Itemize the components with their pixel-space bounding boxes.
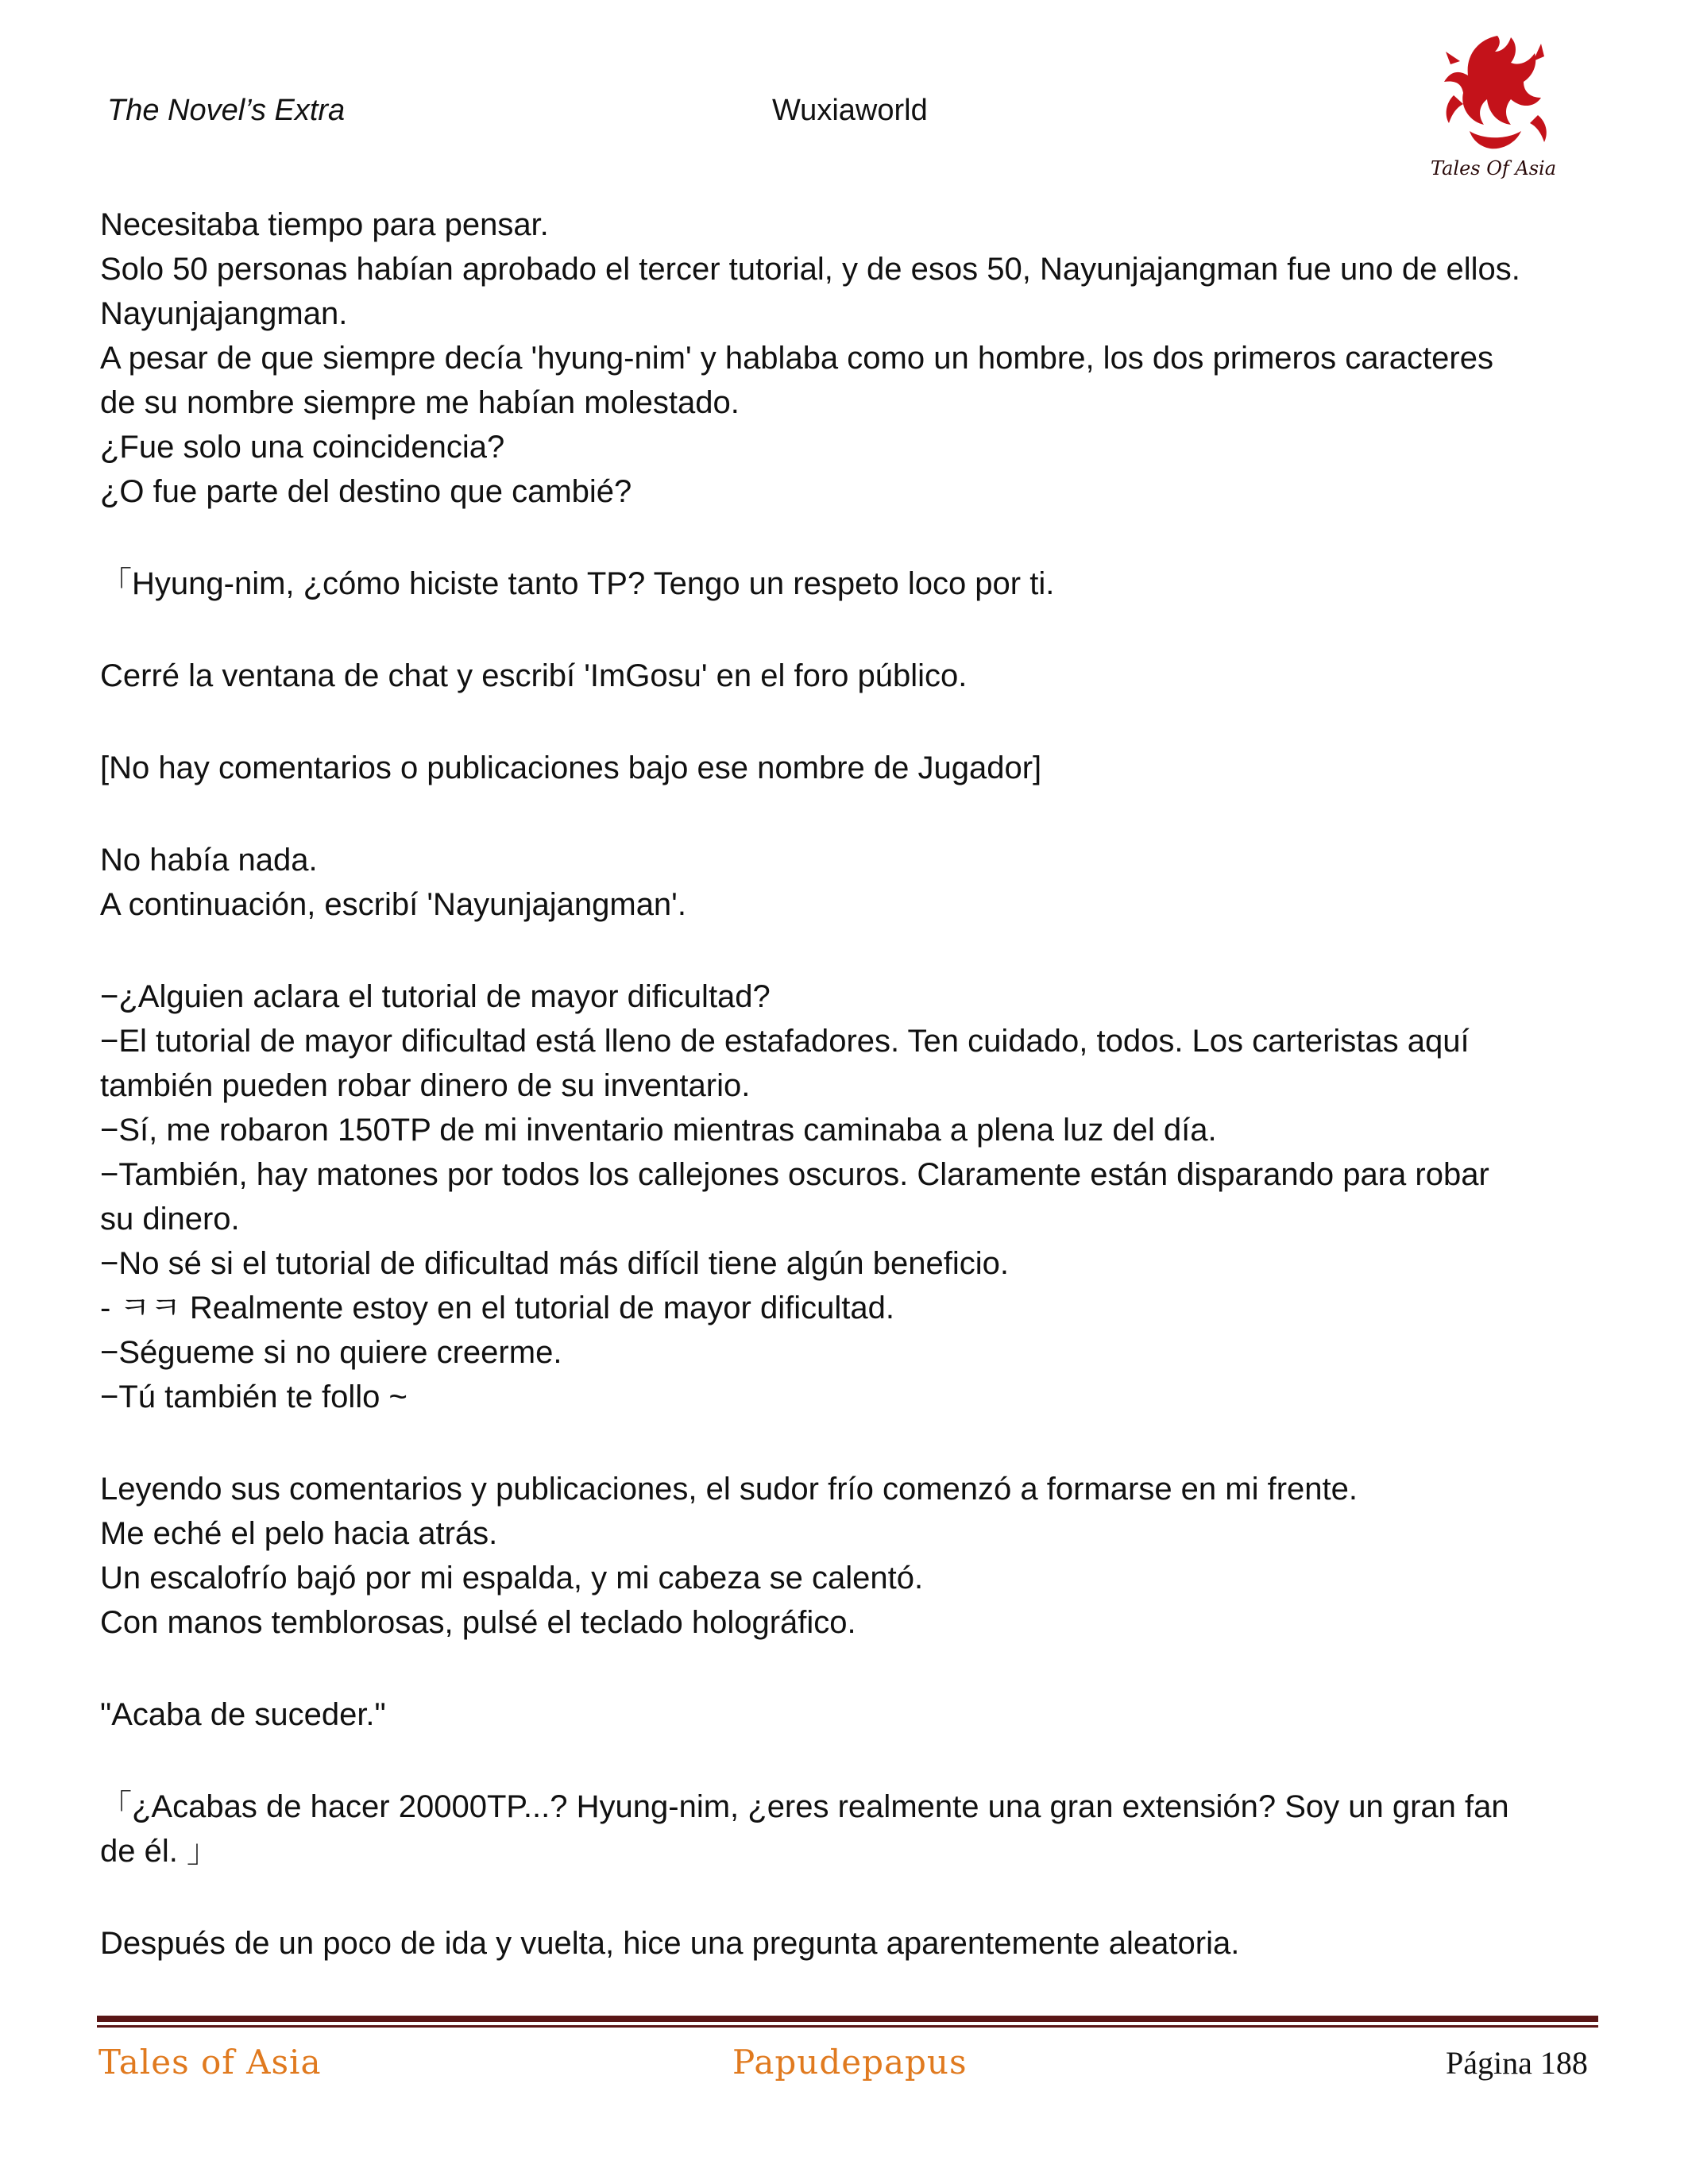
paragraph-gap [100,1737,1593,1785]
text-line: −El tutorial de mayor dificultad está lleno de estafadores. Ten cuidado, todos. Los carteristas aquí [100,1024,1470,1059]
text-line: A pesar de que siempre decía 'hyung-nim' y hablaba como un hombre, los dos primeros caracteres [100,341,1493,376]
text-line: −¿Alguien aclara el tutorial de mayor dificultad? [100,979,771,1014]
red-dragon-icon [1422,20,1565,187]
paragraph-gap [100,514,1593,561]
text-line: Con manos temblorosas, pulsé el teclado holográfico. [100,1605,856,1640]
footer-divider [97,2016,1598,2022]
paragraph-gap [100,790,1593,838]
paragraph-gap [100,1645,1593,1692]
footer-translator: Papudepapus [732,2043,968,2082]
text-line: Cerré la ventana de chat y escribí 'ImGosu' en el foro público. [100,658,968,693]
text-line: 「¿Acabas de hacer 20000TP...? Hyung-nim, ¿eres realmente una gran extensión? Soy un gran fan [100,1789,1509,1824]
footer-publisher: Tales of Asia [98,2043,322,2082]
tales-of-asia-logo [1422,20,1565,187]
text-line: de él. 」 [100,1834,218,1869]
text-line: −Tú también te follo ~ [100,1379,408,1414]
page-number: Página 188 [1446,2045,1588,2081]
text-line: - ㅋㅋ Realmente estoy en el tutorial de mayor dificultad. [100,1291,894,1325]
text-line: [No hay comentarios o publicaciones bajo ese nombre de Jugador] [100,751,1042,785]
text-line: Nayunjajangman. [100,296,348,331]
paragraph-gap [100,1873,1593,1921]
header-title: The Novel’s Extra [107,94,346,127]
text-line: −No sé si el tutorial de dificultad más difícil tiene algún beneficio. [100,1246,1009,1281]
text-line: −Sí, me robaron 150TP de mi inventario mientras caminaba a plena luz del día. [100,1113,1217,1148]
text-line: 「Hyung-nim, ¿cómo hiciste tanto TP? Tengo un respeto loco por ti. [100,566,1055,601]
text-line: −También, hay matones por todos los callejones oscuros. Claramente están disparando para robar [100,1157,1489,1192]
text-line: Después de un poco de ida y vuelta, hice una pregunta aparentemente aleatoria. [100,1926,1240,1961]
paragraph-gap [100,1419,1593,1467]
text-line: "Acaba de suceder." [100,1697,386,1732]
text-line: Un escalofrío bajó por mi espalda, y mi cabeza se calentó. [100,1561,924,1596]
paragraph-gap [100,927,1593,974]
text-line: su dinero. [100,1202,240,1237]
paragraph-gap [100,606,1593,654]
text-line: −Ségueme si no quiere creerme. [100,1335,562,1370]
chapter-body [100,203,1593,1966]
text-line: también pueden robar dinero de su inventario. [100,1068,751,1103]
text-line: A continuación, escribí 'Nayunjajangman'. [100,887,686,922]
text-line: Solo 50 personas habían aprobado el tercer tutorial, y de esos 50, Nayunjajangman fue uno de ellos. [100,252,1520,287]
text-line: Leyendo sus comentarios y publicaciones, el sudor frío comenzó a formarse en mi frente. [100,1472,1358,1507]
text-line: Me eché el pelo hacia atrás. [100,1516,498,1551]
text-line: No había nada. [100,843,318,878]
text-line: ¿O fue parte del destino que cambié? [100,474,632,509]
logo-text: Tales Of Asia [1430,157,1557,179]
text-line: de su nombre siempre me habían molestado. [100,385,740,420]
paragraph-gap [100,698,1593,746]
text-line: Necesitaba tiempo para pensar. [100,207,549,242]
header-site: Wuxiaworld [772,94,928,127]
text-line: ¿Fue solo una coincidencia? [100,430,505,465]
footer-divider-thin [97,2025,1598,2028]
